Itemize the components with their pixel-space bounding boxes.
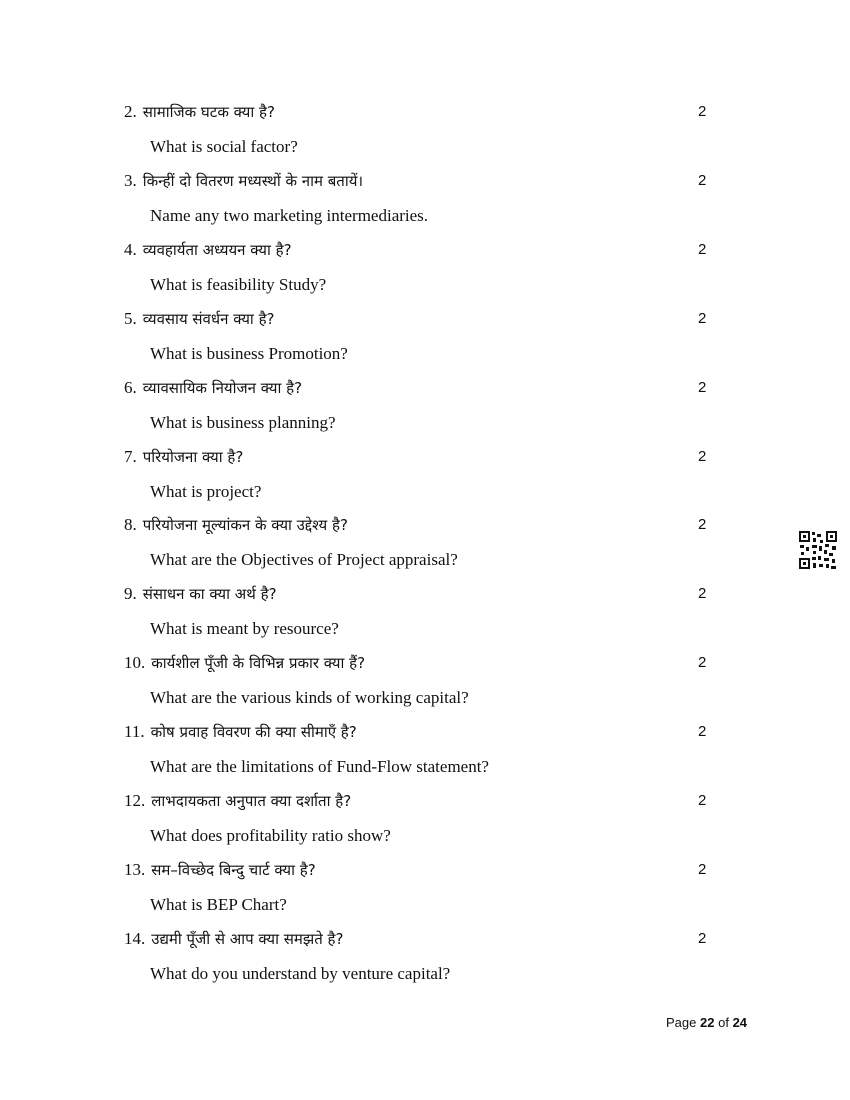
question-english: What is business planning? [150, 413, 336, 432]
marks: 2 [698, 516, 707, 533]
question-english: What is business Promotion? [150, 344, 348, 363]
hindi-text: कोष प्रवाह विवरण की क्या सीमाएँ है? [150, 723, 357, 741]
question-number: 12. [124, 791, 146, 810]
question-number: 9. [124, 584, 137, 603]
hindi-text: संसाधन का क्या अर्थ है? [142, 585, 277, 603]
question-number: 11. [124, 722, 145, 741]
question-hindi [124, 240, 292, 260]
hindi-text: सामाजिक घटक क्या है? [142, 103, 275, 121]
marks: 2 [698, 310, 707, 327]
question-hindi [124, 515, 348, 535]
question-number: 14. [124, 929, 146, 948]
hindi-text: किन्हीं दो वितरण मध्यस्थों के नाम बतायें। [142, 172, 364, 190]
question-english: What is BEP Chart? [150, 895, 287, 914]
hindi-text: सम–विच्छेद बिन्दु चार्ट क्या है? [151, 861, 316, 879]
page-label: Page [666, 1015, 697, 1030]
current-page: 22 [700, 1015, 715, 1030]
question-english: Name any two marketing intermediaries. [150, 206, 429, 225]
total-pages: 24 [732, 1015, 748, 1030]
question-english: What is meant by resource? [150, 619, 339, 638]
qr-code-icon [798, 530, 838, 570]
question-number: 6. [124, 378, 137, 397]
question-english: What is project? [150, 482, 262, 501]
page-footer [666, 1015, 747, 1030]
question-hindi [124, 171, 363, 191]
question-number: 3. [124, 171, 137, 190]
hindi-text: व्यवसाय संवर्धन क्या है? [142, 310, 275, 328]
hindi-text: परियोजना मूल्यांकन के क्या उद्देश्य है? [142, 516, 348, 534]
question-hindi [124, 929, 343, 949]
marks: 2 [698, 448, 707, 465]
question-number: 4. [124, 240, 137, 259]
question-hindi [124, 309, 275, 329]
question-hindi [124, 584, 277, 604]
marks: 2 [698, 792, 707, 809]
hindi-text: व्यवहार्यता अध्ययन क्या है? [142, 241, 292, 259]
question-english: What is social factor? [150, 137, 298, 156]
question-hindi [124, 791, 351, 811]
marks: 2 [698, 103, 707, 120]
question-number: 13. [124, 860, 146, 879]
hindi-text: कार्यशील पूँजी के विभिन्न प्रकार क्या हैं? [151, 654, 366, 672]
marks: 2 [698, 241, 707, 258]
question-number: 7. [124, 447, 137, 466]
question-hindi [124, 447, 243, 467]
marks: 2 [698, 930, 707, 947]
of-label: of [718, 1015, 729, 1030]
question-number: 5. [124, 309, 137, 328]
marks: 2 [698, 861, 707, 878]
question-english: What does profitability ratio show? [150, 826, 391, 845]
question-hindi [124, 860, 316, 880]
marks: 2 [698, 723, 707, 740]
question-number: 8. [124, 515, 137, 534]
question-number: 10. [124, 653, 146, 672]
marks: 2 [698, 585, 707, 602]
question-number: 2. [124, 102, 137, 121]
question-english: What do you understand by venture capital? [150, 964, 451, 983]
hindi-text: लाभदायकता अनुपात क्या दर्शाता है? [151, 792, 352, 810]
hindi-text: परियोजना क्या है? [142, 448, 244, 466]
hindi-text: उद्यमी पूँजी से आप क्या समझते है? [151, 930, 344, 948]
hindi-text: व्यावसायिक नियोजन क्या है? [142, 379, 303, 397]
question-english: What are the various kinds of working capital? [150, 688, 469, 707]
question-hindi [124, 378, 302, 398]
marks: 2 [698, 172, 707, 189]
question-hindi [124, 722, 357, 742]
marks: 2 [698, 654, 707, 671]
question-english: What are the limitations of Fund-Flow statement? [150, 757, 489, 776]
question-hindi [124, 653, 365, 673]
marks: 2 [698, 379, 707, 396]
question-english: What is feasibility Study? [150, 275, 327, 294]
question-english: What are the Objectives of Project appraisal? [150, 550, 458, 569]
question-hindi [124, 102, 275, 122]
